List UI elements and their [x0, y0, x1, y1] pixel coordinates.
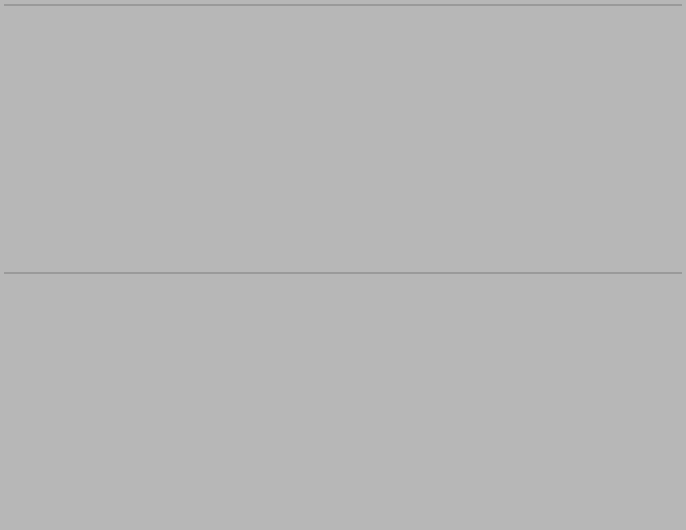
size-chart-cm: [4, 272, 682, 274]
size-chart-inch: [4, 4, 682, 6]
